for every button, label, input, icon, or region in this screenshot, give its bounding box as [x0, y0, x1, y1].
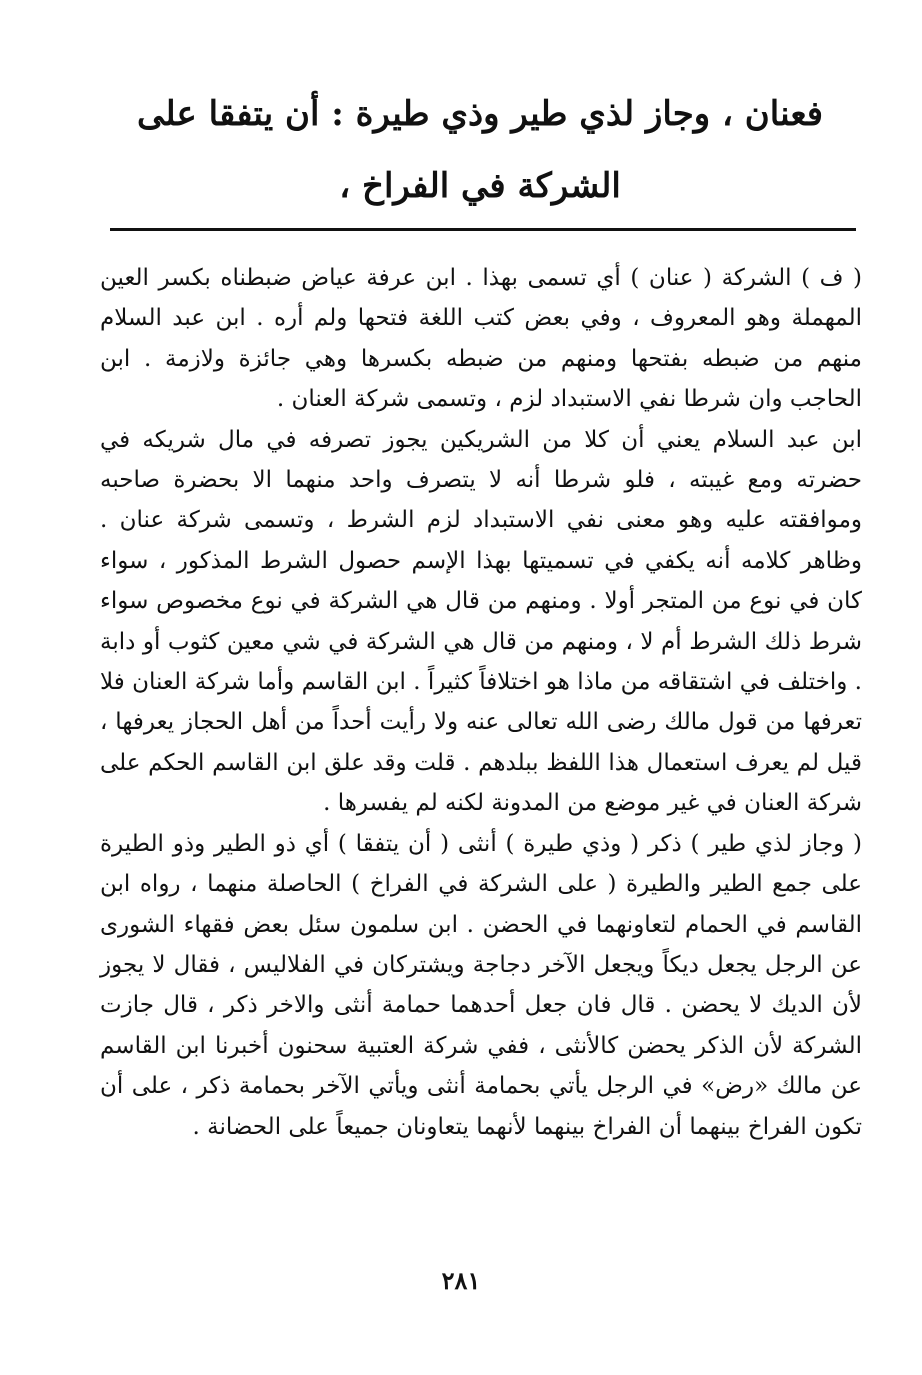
paragraph-shirkat-inan-definition: ( ف ) الشركة ( عنان ) أي تسمى بهذا . ابن عرفة عياض ضبطناه بكسر العين المهملة وهو المعروف ، وفي بعض كتب اللغة فتحها ولم أره . ابن عبد السلام منهم من ضبطه بفتحها ومنهم من ضبطه بكسرها وهي جائزة ولازمة . ابن الحاجب وان شرطا نفي الاستبداد لزم ، وتسمى شركة العنان . [100, 265, 862, 413]
section-heading: فعنان ، وجاز لذي طير وذي طيرة : أن يتفقا على الشركة في الفراخ ، [136, 94, 824, 206]
heading-divider-rule [110, 228, 856, 231]
paragraph-bird-partnership: ( وجاز لذي طير ) ذكر ( وذي طيرة ) أنثى ( أن يتفقا ) أي ذو الطير وذو الطيرة على جمع الطير والطيرة ( على الشركة في الفراخ ) الحاصلة منهما ، رواه ابن القاسم في الحمام لتعاونهما في الحضن . ابن سلمون سئل بعض فقهاء الشورى عن الرجل يجعل ديكاً ويجعل الآخر دجاجة ويشتركان في الفلاليس ، فقال لا يجوز لأن الديك لا يحضن . قال فان جعل أحدهما حمامة أنثى والاخر ذكر ، قال جازت الشركة لأن الذكر يحضن كالأنثى ، ففي شركة العتبية سحنون أخبرنا ابن القاسم عن مالك «رض» في الرجل يأتي بحمامة أنثى ويأتي الآخر بحمامة ذكر ، على أن تكون الفراخ بينهما أن الفراخ بينهما لأنهما يتعاونان جميعاً على الحضانة . [100, 830, 862, 1140]
page-number: ٢٨١ [441, 1266, 481, 1295]
paragraph-ibn-abd-al-salam-commentary: ابن عبد السلام يعني أن كلا من الشريكين يجوز تصرفه في مال شريكه في حضرته ومع غيبته ، فلو شرطا أنه لا يتصرف واحد منهما الا بحضرة صاحبه وموافقته عليه وهو معنى نفي الاستبداد لزم الشرط ، وتسمى شركة عنان . وظاهر كلامه أنه يكفي في تسميتها بهذا الإسم حصول الشرط المذكور ، سواء كان في نوع من المتجر أولا . ومنهم من قال هي الشركة في نوع مخصوص سواء شرط ذلك الشرط أم لا ، ومنهم من قال هي الشركة في شي معين كثوب أو دابة . واختلف في اشتقاقه من ماذا هو اختلافاً كثيراً . ابن القاسم وأما شركة العنان فلا تعرفها من قول مالك رضى الله تعالى عنه ولا رأيت أحداً من أهل الحجاز يعرفها ، قيل لم يعرف استعمال هذا اللفظ ببلدهم . قلت وقد علق ابن القاسم الحكم على شركة العنان في غير موضع من المدونة لكنه لم يفسرها . [100, 426, 862, 817]
commentary-body [100, 258, 862, 1147]
